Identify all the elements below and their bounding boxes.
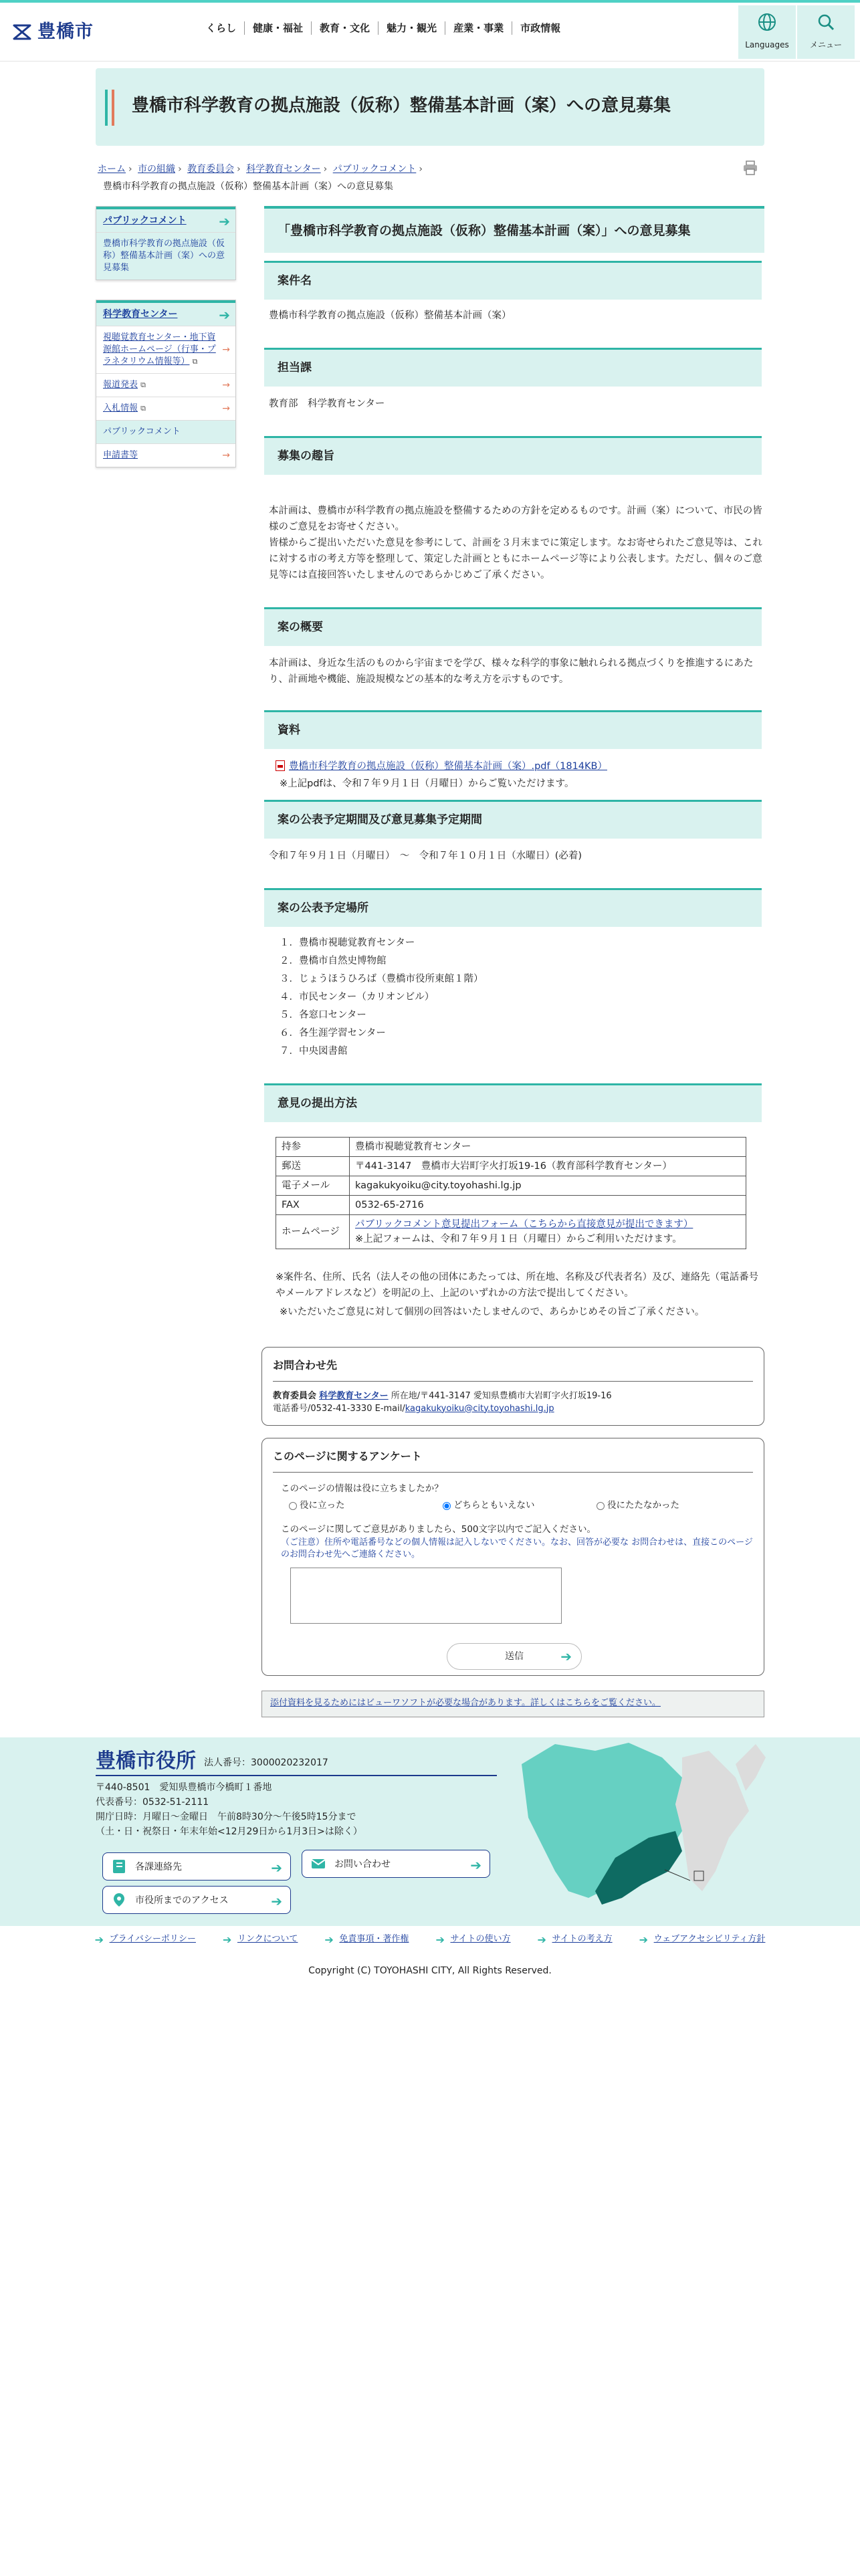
arrow-right-icon: ➔ [271, 1860, 282, 1876]
section-heading-summary: 案の概要 [264, 607, 762, 646]
sidebar-item-label: パブリックコメント [103, 427, 181, 437]
table-row [276, 1157, 746, 1176]
sidebar-center [96, 300, 236, 467]
footer-address-line: 〒440-8501 愛知県豊橋市今橋町１番地 [96, 1782, 272, 1793]
radio-not-useful[interactable] [597, 1502, 605, 1510]
survey-caution: （ご注意）住所や電話番号などの個人情報は記入しないでください。なお、回答が必要な お問合わせは、直接このページのお問合わせ先へご連絡ください。 [281, 1537, 753, 1560]
sidebar-item-label[interactable]: 入札情報 [103, 403, 138, 414]
section-heading-case-name: 案件名 [264, 261, 762, 300]
footer-link-label: 免責事項・著作権 [339, 1934, 409, 1944]
survey-option-not-useful[interactable] [597, 1499, 750, 1513]
option-label: 役に立った [300, 1500, 345, 1511]
material-note: ※上記pdfは、令和７年９月１日（月曜日）からご覧いただけます。 [280, 778, 574, 789]
contact-book-icon [111, 1858, 127, 1874]
footer-link-label: サイトの使い方 [450, 1934, 511, 1944]
table-cell-value: 〒441-3147 豊橋市大岩町字火打坂19-16（教育部科学教育センター） [350, 1157, 746, 1176]
footer-org-name: 豊橋市役所 [96, 1749, 196, 1773]
survey-question: このページの情報は役に立ちましたか？ [281, 1483, 443, 1494]
table-cell-key: 郵送 [276, 1157, 350, 1176]
arrow-right-icon: ➔ [219, 307, 230, 323]
footer-link-linking[interactable] [223, 1933, 298, 1947]
footer-link-howto[interactable] [435, 1933, 510, 1947]
viewer-note [261, 1691, 764, 1717]
languages-button[interactable] [738, 5, 796, 59]
arrow-right-icon: ➔ [219, 213, 230, 229]
logo-text: 豊橋市 [37, 21, 94, 42]
material-link-row [276, 758, 770, 774]
option-label: どちらともいえない [453, 1500, 535, 1511]
table-cell-key: FAX [276, 1196, 350, 1215]
case-name-text: 豊橋市科学教育の拠点施設（仮称）整備基本計画（案） [269, 310, 512, 321]
place-item: ５．各窓口センター [280, 1010, 366, 1021]
submit-note-1: ※案件名、住所、氏名（法人その他の団体にあたっては、所在地、名称及び代表者名）及び、連絡先（電話番号やメールアドレスなど）を明記の上、上記のいずれかの方法で提出してください。 [276, 1272, 759, 1299]
breadcrumb-current: 豊橋市科学教育の拠点施設（仮称）整備基本計画（案）への意見募集 [103, 181, 393, 192]
survey-prompt: このページに関してご意見がありましたら、500文字以内でご記入ください。 [281, 1523, 596, 1535]
survey-options [289, 1499, 753, 1513]
table-cell-key: 電子メール [276, 1176, 350, 1196]
footer-link-privacy[interactable] [95, 1933, 196, 1947]
footer-link-label: リンクについて [237, 1934, 298, 1944]
nav-industry[interactable]: 産業・事業 [445, 21, 512, 35]
sidebar-item-forms[interactable] [96, 443, 235, 467]
breadcrumb-home[interactable]: ホーム [98, 164, 126, 175]
arrow-right-icon: ➔ [435, 1933, 445, 1946]
article-title: 「豊橋市科学教育の拠点施設（仮称）整備基本計画（案）」への意見募集 [264, 206, 764, 253]
mail-icon [310, 1856, 326, 1872]
place-item: １．豊橋市視聴覚教育センター [280, 938, 415, 948]
arrow-right-icon: ➔ [324, 1933, 334, 1946]
site-footer [0, 1737, 860, 1926]
footer-dept-contacts-button[interactable] [102, 1852, 291, 1881]
nav-health[interactable]: 健康・福祉 [245, 21, 312, 35]
footer-divider [96, 1775, 497, 1776]
breadcrumb: ホーム › 市の組織 › 教育委員会 › 科学教育センター › パブリックコメント › 豊橋市科学教育の拠点施設（仮称）整備基本計画（案）への意見募集 [98, 164, 423, 192]
nav-education[interactable]: 教育・文化 [312, 21, 379, 35]
footer-inquiry-button[interactable] [302, 1850, 490, 1878]
page-title: 豊橋市科学教育の拠点施設（仮称）整備基本計画（案）への意見募集 [132, 96, 671, 116]
title-accent-bar-2 [112, 90, 114, 126]
copyright: Copyright (C) TOYOHASHI CITY, All Rights Reserved. [308, 1965, 552, 1976]
footer-button-label: 市役所までのアクセス [135, 1895, 229, 1906]
table-cell-key: ホームページ [276, 1215, 350, 1249]
breadcrumb-public-comment[interactable]: パブリックコメント [332, 164, 417, 175]
table-cell-value: 0532-65-2716 [350, 1196, 746, 1215]
arrow-right-icon: ➔ [94, 1933, 104, 1946]
footer-link-label: ウェブアクセシビリティ方針 [653, 1934, 766, 1944]
table-cell-key: 持参 [276, 1138, 350, 1157]
footer-address-line: 開庁日時：月曜日〜金曜日 午前8時30分〜午後5時15分まで [96, 1812, 356, 1822]
place-item: ４．市民センター（カリオンビル） [280, 992, 435, 1002]
sidebar-item-bid[interactable] [96, 397, 235, 420]
city-emblem-icon [12, 22, 32, 42]
table-row [276, 1138, 746, 1157]
footer-link-policy[interactable] [538, 1933, 613, 1947]
table-row [276, 1215, 746, 1249]
sidebar-head-link[interactable]: パブリックコメント [103, 215, 187, 226]
period-text: 令和７年９月１日（月曜日） 〜 令和７年１０月１日（水曜日）(必着) [269, 851, 582, 861]
search-icon [816, 12, 836, 32]
send-label: 送信 [505, 1651, 524, 1662]
nav-city-info[interactable]: 市政情報 [520, 22, 561, 34]
survey-option-useful[interactable] [289, 1499, 443, 1513]
sidebar-public-comment [96, 206, 236, 280]
aichi-map-image [515, 1737, 769, 1926]
contact-dept-link[interactable]: 科学教育センター [319, 1390, 389, 1401]
contact-tel: 電話番号/0532-41-3330 E-mail/ [273, 1403, 405, 1414]
arrow-right-icon: ➔ [271, 1893, 282, 1909]
arrow-right-icon: → [222, 344, 230, 356]
submit-method-table [276, 1137, 746, 1249]
breadcrumb-center[interactable]: 科学教育センター [246, 164, 321, 175]
sidebar-item-label[interactable]: 申請書等 [103, 450, 138, 461]
languages-label: Languages [745, 40, 789, 49]
sidebar-item-av-center[interactable] [96, 326, 235, 373]
contact-title: お問合わせ先 [273, 1357, 753, 1382]
footer-link-label: プライバシーポリシー [109, 1934, 196, 1944]
title-accent-bar [105, 90, 108, 126]
table-cell-value: 豊橋市視聴覚教育センター [350, 1138, 746, 1157]
section-heading-period: 案の公表予定期間及び意見募集予定期間 [264, 800, 762, 839]
footer-button-label: 各課連絡先 [135, 1862, 182, 1872]
sidebar-head-center[interactable] [96, 300, 235, 326]
footer-link-accessibility[interactable] [639, 1933, 766, 1947]
form-note: ※上記フォームは、令和７年９月１日（月曜日）からご利用いただけます。 [355, 1234, 682, 1245]
globe-icon [757, 12, 777, 32]
arrow-right-icon: ➔ [537, 1933, 546, 1946]
place-item: ７．中央図書館 [280, 1046, 348, 1057]
arrow-right-icon: ➔ [639, 1933, 649, 1946]
survey-send-button[interactable] [447, 1643, 582, 1670]
breadcrumb-board[interactable]: 教育委員会 [187, 164, 235, 175]
sidebar-item-label: 豊橋市科学教育の拠点施設（仮称）整備基本計画（案）への意見募集 [103, 239, 225, 274]
site-logo[interactable] [12, 17, 94, 46]
breadcrumb-org[interactable]: 市の組織 [138, 164, 176, 175]
arrow-right-icon: → [222, 450, 230, 461]
contact-address: 所在地/〒441-3147 愛知県豊橋市大岩町字火打坂19-16 [391, 1390, 612, 1401]
contact-box [261, 1347, 764, 1426]
sidebar-item-current[interactable] [96, 232, 235, 280]
print-icon[interactable] [742, 160, 758, 175]
table-cell-value [350, 1215, 746, 1249]
sidebar-head-link[interactable]: 科学教育センター [103, 309, 178, 320]
footer-link-label: サイトの考え方 [552, 1934, 613, 1944]
footer-button-label: お問い合わせ [334, 1859, 391, 1870]
footer-address [96, 1780, 362, 1839]
nav-kurashi[interactable]: くらし [198, 21, 245, 35]
site-header [0, 0, 860, 62]
arrow-right-icon: ➔ [222, 1933, 232, 1946]
purpose-text-2: 皆様からご提出いただいた意見を参考にして、計画を３月末までに策定します。なお寄せられたご意見等は、これに対する市の考え方等を整理して、策定した計画とともにホームページ等により公表します。ただし、個々のご意見等には直接回答いたしませんのであらかじめご了承ください。 [269, 538, 763, 580]
contact-line-1 [273, 1390, 753, 1402]
sidebar-item-label[interactable]: 報道発表 [103, 380, 138, 391]
place-item: ６．各生涯学習センター [280, 1028, 386, 1039]
menu-button[interactable] [797, 5, 855, 59]
table-row [276, 1196, 746, 1215]
external-link-icon: ⧉ [192, 357, 198, 366]
survey-comment-field[interactable] [290, 1568, 562, 1624]
purpose-text-1: 本計画は、豊橋市が科学教育の拠点施設を整備するための方針を定めるものです。計画（案）について、市民の皆様のご意見をお寄せください。 [269, 506, 762, 532]
arrow-right-icon: → [222, 403, 230, 415]
nav-tourism[interactable]: 魅力・観光 [379, 21, 445, 35]
external-link-icon: ⧉ [140, 404, 146, 413]
menu-label: メニュー [809, 40, 842, 49]
arrow-right-icon: ➔ [470, 1857, 481, 1873]
sidebar-item-label[interactable]: 視聴覚教育センター・地下資源館ホームページ（行事・プラネタリウム情報等） [103, 332, 216, 367]
section-heading-purpose: 募集の趣旨 [264, 436, 762, 475]
section-heading-places: 案の公表予定場所 [264, 888, 762, 927]
dept-text: 教育部 科学教育センター [269, 399, 385, 409]
global-nav [198, 21, 568, 35]
place-item: ３．じょうほうひろば（豊橋市役所東館１階） [280, 974, 483, 984]
option-label: 役にたたなかった [607, 1500, 679, 1511]
contact-line-2 [273, 1402, 753, 1415]
survey-title: このページに関するアンケート [273, 1448, 753, 1473]
contact-dept-prefix: 教育委員会 [273, 1390, 317, 1401]
footer-address-line: （土・日・祝祭日・年末年始<12月29日から1月3日>は除く） [96, 1826, 362, 1837]
footer-access-button[interactable] [102, 1886, 291, 1914]
page-title-band [96, 68, 764, 146]
place-item: ２．豊橋市自然史博物館 [280, 956, 387, 966]
section-heading-dept: 担当課 [264, 348, 762, 387]
external-link-icon: ⧉ [140, 381, 146, 390]
pdf-icon [276, 760, 285, 771]
viewer-note-link[interactable]: 添付資料を見るためにはビューワソフトが必要な場合があります。詳しくはこちらをご覧ください。 [270, 1698, 661, 1708]
material-pdf-link[interactable]: 豊橋市科学教育の拠点施設（仮称）整備基本計画（案）.pdf（1814KB） [289, 761, 607, 772]
arrow-right-icon: ➔ [560, 1648, 572, 1665]
radio-useful[interactable] [289, 1502, 297, 1510]
arrow-right-icon: → [222, 380, 230, 391]
sidebar-head-public-comment[interactable] [96, 207, 235, 232]
map-pin-icon [111, 1892, 127, 1908]
contact-email-link[interactable]: kagakukyoiku@city.toyohashi.lg.jp [405, 1403, 554, 1414]
table-cell-value: kagakukyoiku@city.toyohashi.lg.jp [350, 1176, 746, 1196]
summary-text: 本計画は、身近な生活のものから宇宙までを学び、様々な科学的事象に触れられる拠点づくりを推進するにあたり、計画地や機能、施設規模などの基本的な考え方を示すものです。 [269, 658, 754, 685]
section-heading-material: 資料 [264, 710, 762, 749]
survey-option-neutral[interactable] [443, 1499, 597, 1513]
footer-address-line: 代表番号：0532-51-2111 [96, 1797, 209, 1808]
footer-links [0, 1933, 860, 1947]
footer-corp-number: 法人番号：3000020232017 [204, 1757, 328, 1768]
submit-note-2: ※いただいたご意見に対して個別の回答はいたしませんので、あらかじめその旨ご了承ください。 [280, 1307, 705, 1317]
footer-link-disclaimer[interactable] [324, 1933, 409, 1947]
table-row [276, 1176, 746, 1196]
sidebar-item-press[interactable] [96, 373, 235, 397]
section-heading-submit: 意見の提出方法 [264, 1083, 762, 1122]
page-survey [261, 1438, 764, 1676]
radio-neutral[interactable] [443, 1502, 451, 1510]
sidebar-item-public-comment[interactable] [96, 420, 235, 443]
comment-form-link[interactable]: パブリックコメント意見提出フォーム（こちらから直接意見が提出できます） [355, 1219, 693, 1230]
